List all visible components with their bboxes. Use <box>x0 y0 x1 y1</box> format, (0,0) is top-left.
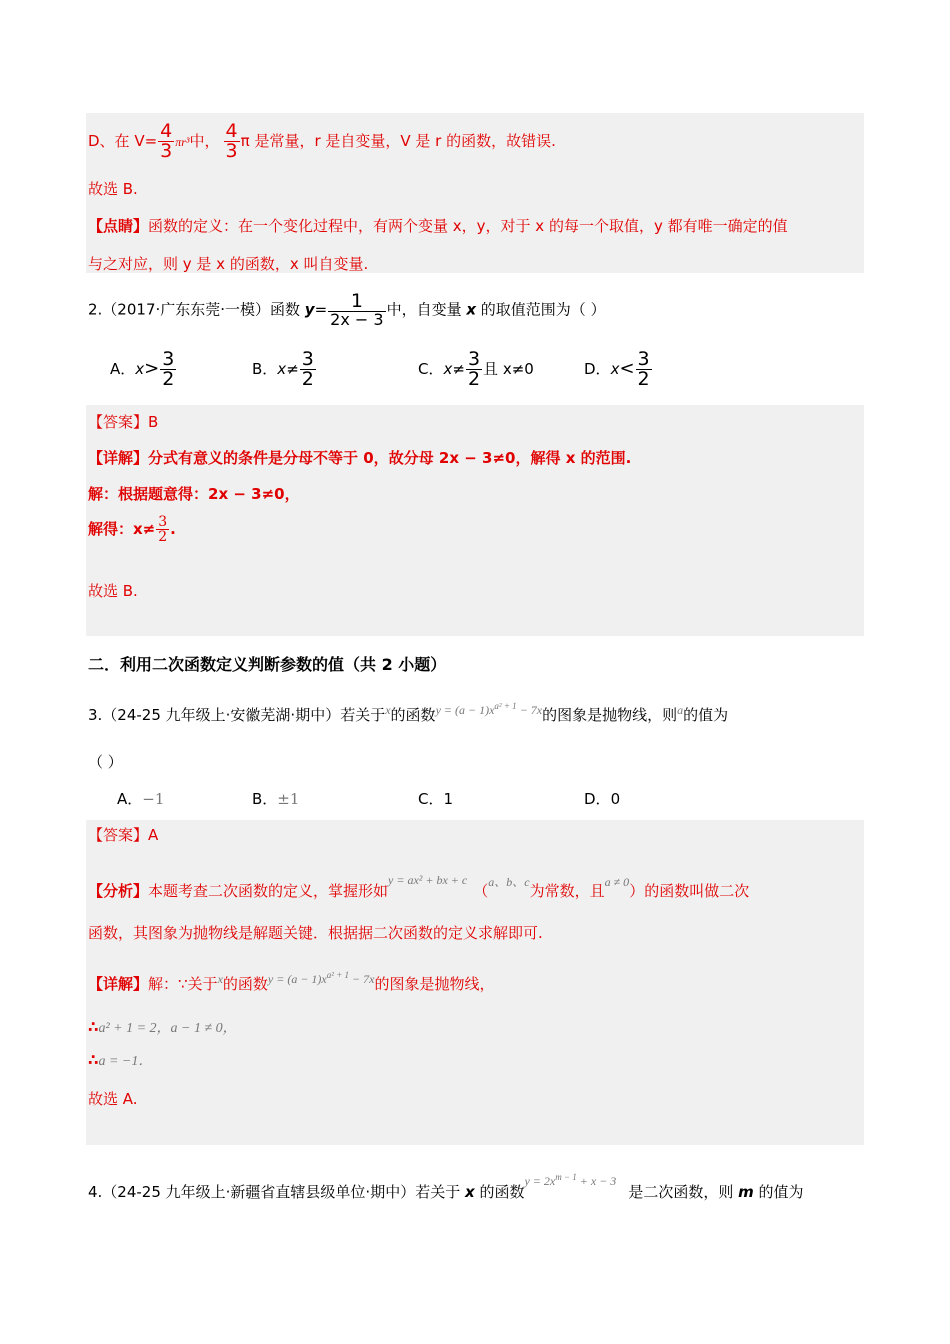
therefore-line-2 <box>88 1050 152 1070</box>
equation: a² + 1 = 2，a − 1 ≠ 0， <box>98 1021 237 1036</box>
solution-line-1 <box>88 483 300 504</box>
numerator: 3 <box>162 348 175 370</box>
fraction-3-2 <box>300 350 316 389</box>
q3-option-d[interactable] <box>584 788 620 809</box>
var-x: x <box>466 300 477 319</box>
denominator: 2 <box>162 368 175 390</box>
choose-answer: 故选 A. <box>88 1090 138 1108</box>
numerator: 4 <box>160 120 173 142</box>
solution-text: 解得：x≠ <box>88 520 156 538</box>
var-x: x <box>443 360 453 378</box>
text-segment: 中，自变量 <box>386 300 467 319</box>
relation: > <box>144 358 160 379</box>
numerator: 3 <box>637 348 650 370</box>
denominator: 2 <box>301 368 314 390</box>
denominator: 3 <box>225 140 238 162</box>
detail-text: 的图象是抛物线， <box>374 975 495 993</box>
analysis-tag: 【分析】 <box>88 882 149 900</box>
detail-line <box>88 447 631 468</box>
analysis-text: ）的函数叫做二次 <box>629 882 750 900</box>
period: . <box>170 520 176 538</box>
option-label: B． <box>252 790 278 808</box>
analysis-line-1 <box>88 873 749 901</box>
var-x: x <box>277 360 287 378</box>
formula-base: y = (a − 1)x <box>267 972 327 986</box>
q3-option-b[interactable] <box>252 788 299 809</box>
text-segment: 是二次函数，则 <box>628 1183 739 1201</box>
text-segment: 的函数 <box>474 1183 525 1201</box>
denominator: 2 <box>158 529 168 545</box>
fraction-1-over-2x-3 <box>328 292 385 328</box>
detail-text: 的函数 <box>222 975 268 993</box>
var-x: x <box>135 360 145 378</box>
relation: ≠ <box>286 360 299 378</box>
choose-answer: 故选 B. <box>88 180 138 198</box>
answer-line: 【答案】B <box>88 413 159 431</box>
denominator: 2 <box>637 368 650 390</box>
option-label: C． <box>418 360 444 378</box>
answer-line: 【答案】A <box>88 826 159 844</box>
numerator: 4 <box>225 120 238 142</box>
var-m: m <box>738 1183 754 1201</box>
numerator: 1 <box>328 292 385 312</box>
function-formula <box>436 703 543 717</box>
var-x: x <box>464 1183 475 1201</box>
relation: ≠ <box>452 360 465 378</box>
formula-exponent: m − 1 <box>555 1172 577 1182</box>
var-y: y <box>304 300 315 319</box>
var-x: x <box>217 972 223 986</box>
text-segment: 的取值范围为（ ） <box>476 300 606 319</box>
fraction-3-2 <box>466 350 482 389</box>
formula-base: y = 2x <box>524 1174 556 1188</box>
formula-tail: + x − 3 <box>576 1174 617 1188</box>
q2-option-a[interactable] <box>110 350 177 389</box>
detail-text: 分式有意义的条件是分母不等于 0，故分母 2x − 3≠0，解得 x 的范围. <box>148 449 632 467</box>
question-prefix: 3.（24-25 九年级上·安徽芜湖·期中）若关于 <box>88 706 386 724</box>
question-prefix: 2.（2017·广东东莞·一模）函数 <box>88 300 305 319</box>
option-label: B． <box>252 360 278 378</box>
var-x: x <box>385 703 391 717</box>
formula-tail: − 7x <box>349 972 375 986</box>
text-segment: D、在 V= <box>88 132 158 150</box>
option-value: 1 <box>443 790 454 808</box>
solution-text: 解：根据题意得：2x − 3≠0， <box>88 485 300 503</box>
detail-line <box>88 970 494 994</box>
q2-option-b[interactable] <box>252 350 317 389</box>
option-extra: 且 x≠0 <box>483 360 534 378</box>
therefore-line-1 <box>88 1017 237 1037</box>
formula-tail: − 7x <box>516 703 543 717</box>
var-a: a <box>677 703 684 717</box>
fraction-3-2 <box>160 350 176 389</box>
solution-line-2 <box>88 515 176 544</box>
q3-option-c[interactable] <box>418 788 453 809</box>
therefore-symbol: ∴ <box>88 1018 99 1036</box>
quadratic-formula: y = ax² + bx + c <box>388 873 468 887</box>
denominator: 3 <box>160 140 173 162</box>
option-label: D． <box>584 360 611 378</box>
function-formula <box>268 972 375 986</box>
fraction-4-3 <box>158 122 174 161</box>
text-segment: 的函数 <box>390 706 436 724</box>
pi-r-cubed: πr³ <box>175 135 190 149</box>
detail-tag: 【详解】 <box>88 975 149 993</box>
option-label: C． <box>418 790 444 808</box>
denominator: 2 <box>467 368 481 390</box>
var-x: x <box>610 360 620 378</box>
q2-option-d[interactable] <box>584 350 653 389</box>
equation: a = −1． <box>98 1054 153 1069</box>
option-value: −1 <box>142 790 165 808</box>
therefore-symbol: ∴ <box>88 1051 99 1069</box>
q3-option-a[interactable] <box>117 788 164 809</box>
choose-answer: 故选 B. <box>88 582 138 600</box>
analysis-line-2: 函数，其图象为抛物线是解题关键．根据据二次函数的定义求解即可. <box>88 924 543 942</box>
question-3 <box>88 701 728 725</box>
dianjing-text: 函数的定义：在一个变化过程中，有两个变量 x，y，对于 x 的每一个取值，y 都有唯一确定的值 <box>148 217 788 235</box>
text-segment: 的值为 <box>753 1183 804 1201</box>
denominator: 2x − 3 <box>330 310 384 329</box>
text-segment: 的图象是抛物线，则 <box>542 706 678 724</box>
fraction-3-2 <box>636 350 652 389</box>
option-label: D． <box>584 790 611 808</box>
function-formula <box>524 1174 616 1188</box>
text-segment: 的值为 <box>683 706 729 724</box>
answer-paren: （ ） <box>88 753 123 771</box>
relation: < <box>619 358 635 379</box>
question-2 <box>88 292 606 328</box>
text-segment: π 是常量，r 是自变量，V 是 r 的函数，故错误. <box>240 132 556 150</box>
detail-text: 解：∵关于 <box>148 975 218 993</box>
dianjing-tag: 【点睛】 <box>88 217 149 235</box>
text-segment: 中， <box>189 132 220 150</box>
analysis-text: 本题考查二次函数的定义，掌握形如 <box>148 882 389 900</box>
dianjing-line-2: 与之对应，则 y 是 x 的函数，x 叫自变量. <box>88 255 369 273</box>
detail-tag: 【详解】 <box>88 449 149 467</box>
constants-abc: a、b、c <box>488 875 530 889</box>
condition-a-nonzero: a ≠ 0 <box>604 875 630 889</box>
option-value: ±1 <box>277 790 300 808</box>
q2-option-c[interactable] <box>418 350 534 389</box>
option-label: A． <box>117 790 143 808</box>
formula-exponent: a² + 1 <box>326 970 350 980</box>
section-title: 二．利用二次函数定义判断参数的值（共 2 小题） <box>88 655 447 674</box>
fraction-4-3 <box>224 122 240 161</box>
formula-base: y = (a − 1)x <box>435 703 495 717</box>
analysis-text: 为常数，且 <box>529 882 605 900</box>
numerator: 3 <box>467 348 481 370</box>
fraction-3-2 <box>156 515 169 544</box>
dianjing-line-1 <box>88 215 788 236</box>
option-label: A． <box>110 360 136 378</box>
question-prefix: 4.（24-25 九年级上·新疆省直辖县级单位·期中）若关于 <box>88 1183 465 1201</box>
numerator: 3 <box>158 514 168 530</box>
numerator: 3 <box>301 348 314 370</box>
option-value: 0 <box>610 790 621 808</box>
formula-exponent: a² + 1 <box>494 701 517 711</box>
question-4 <box>88 1172 804 1202</box>
analysis-text: （ <box>473 882 489 900</box>
equals: = <box>314 300 328 319</box>
solution-box-q2 <box>86 405 864 636</box>
option-d-explanation <box>88 122 556 161</box>
